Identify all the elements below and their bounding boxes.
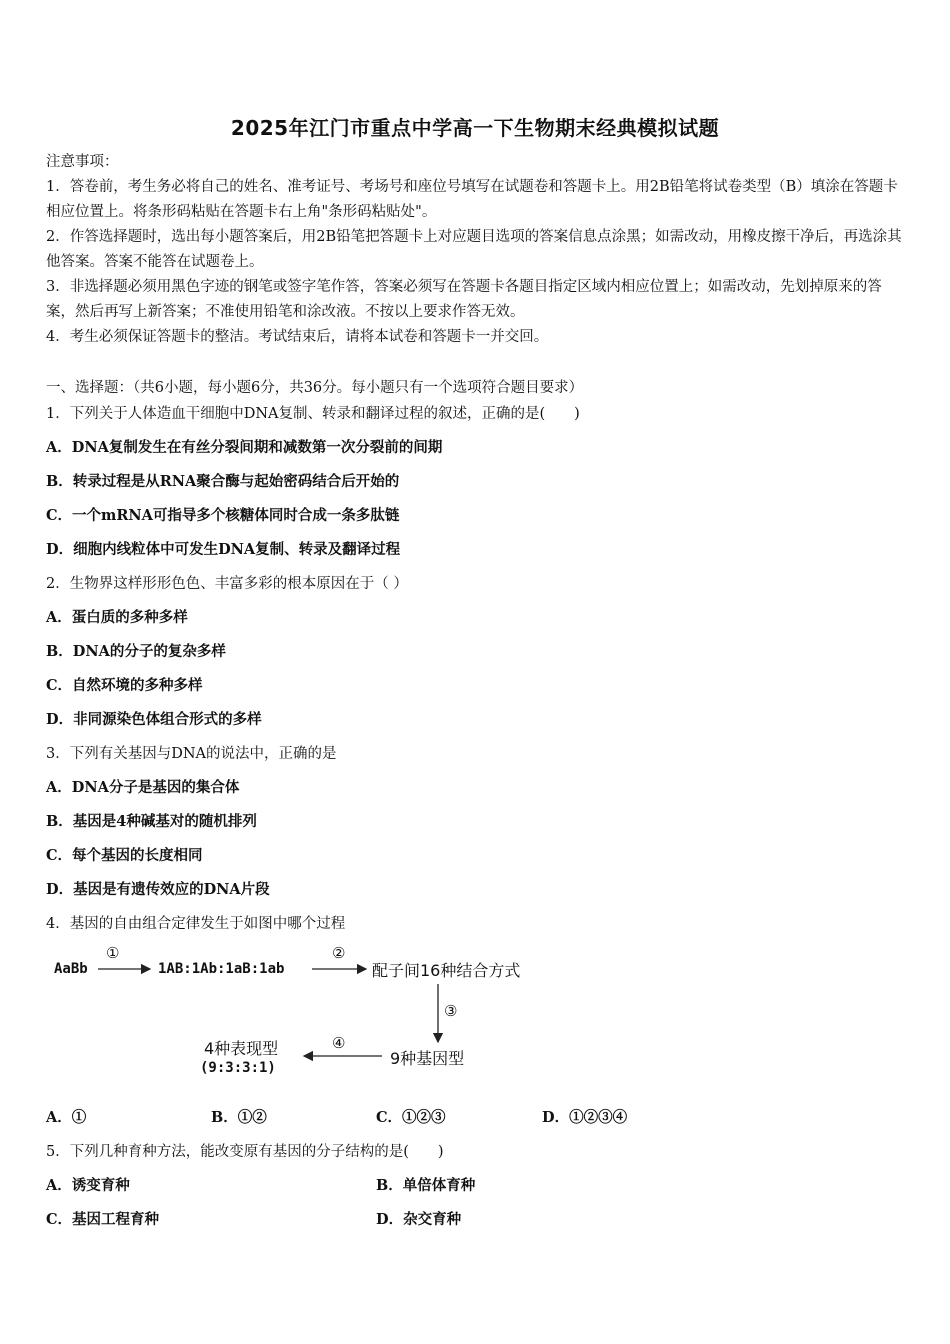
q3-option-b[interactable]: B．基因是4种碱基对的随机排列 — [46, 813, 257, 830]
diagram-genotypes: 9种基因型 — [390, 1049, 465, 1068]
q3-option-a[interactable]: A．DNA分子是基因的集合体 — [46, 779, 240, 796]
q2-option-c[interactable]: C．自然环境的多种多样 — [46, 677, 203, 694]
q4-option-b[interactable]: B．①② — [211, 1109, 267, 1126]
question-2-stem: 2．生物界这样形形色色、丰富多彩的根本原因在于（ ） — [46, 576, 408, 592]
q2-option-a[interactable]: A．蛋白质的多种多样 — [46, 609, 188, 626]
q3-option-c[interactable]: C．每个基因的长度相同 — [46, 847, 203, 864]
question-5-stem: 5．下列几种育种方法，能改变原有基因的分子结构的是( ) — [46, 1144, 444, 1160]
q5-options-row-2 — [46, 1208, 906, 1232]
q1-option-a[interactable]: A．DNA复制发生在有丝分裂间期和减数第一次分裂前的间期 — [46, 439, 443, 456]
step-2-label: ② — [332, 944, 346, 962]
q2-option-b[interactable]: B．DNA的分子的复杂多样 — [46, 643, 226, 660]
q4-option-a[interactable]: A．① — [46, 1109, 87, 1126]
q5-option-d[interactable]: D．杂交育种 — [376, 1211, 462, 1228]
step-1-label: ① — [106, 944, 120, 962]
diagram-gametes: 1AB:1Ab:1aB:1ab — [158, 961, 285, 977]
diagram-combination: 配子间16种结合方式 — [372, 961, 521, 980]
notice-item: 3．非选择题必须用黑色字迹的钢笔或签字笔作答，答案必须写在答题卡各题目指定区域内相应位置上；如需改动，先划掉原来的答案，然后再写上新答案；不准使用铅笔和涂改液。不按以上要求作答无效。 — [46, 279, 882, 320]
step-4-label: ④ — [332, 1034, 346, 1052]
q5-option-a[interactable]: A．诱变育种 — [46, 1177, 130, 1194]
q5-option-b[interactable]: B．单倍体育种 — [376, 1177, 476, 1194]
q2-option-d[interactable]: D．非同源染色体组合形式的多样 — [46, 711, 262, 728]
q1-option-b[interactable]: B．转录过程是从RNA聚合酶与起始密码结合后开始的 — [46, 473, 400, 490]
q4-option-c[interactable]: C．①②③ — [376, 1109, 446, 1126]
diagram-phenotypes: 4种表现型 — [204, 1039, 279, 1058]
question-1-stem: 1．下列关于人体造血干细胞中DNA复制、转录和翻译过程的叙述，正确的是( ) — [46, 406, 580, 422]
diagram-start: AaBb — [54, 961, 88, 977]
q1-option-c[interactable]: C．一个mRNA可指导多个核糖体同时合成一条多肽链 — [46, 507, 400, 524]
q4-option-d[interactable]: D．①②③④ — [542, 1109, 628, 1126]
diagram-ratio: (9:3:3:1) — [200, 1060, 276, 1076]
genetics-diagram — [46, 944, 566, 1094]
step-3-label: ③ — [444, 1002, 458, 1020]
q1-option-d[interactable]: D．细胞内线粒体中可发生DNA复制、转录及翻译过程 — [46, 541, 401, 558]
notice-item: 4．考生必须保证答题卡的整洁。考试结束后，请将本试卷和答题卡一并交回。 — [46, 329, 549, 345]
question-3-stem: 3．下列有关基因与DNA的说法中，正确的是 — [46, 746, 337, 762]
question-4-stem: 4．基因的自由组合定律发生于如图中哪个过程 — [46, 916, 346, 932]
section-heading: 一、选择题：（共6小题，每小题6分，共36分。每小题只有一个选项符合题目要求） — [46, 380, 584, 396]
notice-heading: 注意事项： — [46, 154, 119, 170]
q4-options — [46, 1106, 906, 1130]
notice-block — [46, 150, 906, 350]
q3-option-d[interactable]: D．基因是有遗传效应的DNA片段 — [46, 881, 270, 898]
page-title: 2025年江门市重点中学高一下生物期末经典模拟试题 — [230, 116, 720, 140]
notice-item: 2．作答选择题时，选出每小题答案后，用2B铅笔把答题卡上对应题目选项的答案信息点涂黑；如需改动，用橡皮擦干净后，再选涂其他答案。答案不能答在试题卷上。 — [46, 229, 902, 270]
q5-option-c[interactable]: C．基因工程育种 — [46, 1211, 160, 1228]
notice-item: 1．答卷前，考生务必将自己的姓名、准考证号、考场号和座位号填写在试题卷和答题卡上。用2B铅笔将试卷类型（B）填涂在答题卡相应位置上。将条形码粘贴在答题卡右上角"条形码粘贴处"。 — [46, 179, 898, 220]
q5-options-row-1 — [46, 1174, 906, 1198]
